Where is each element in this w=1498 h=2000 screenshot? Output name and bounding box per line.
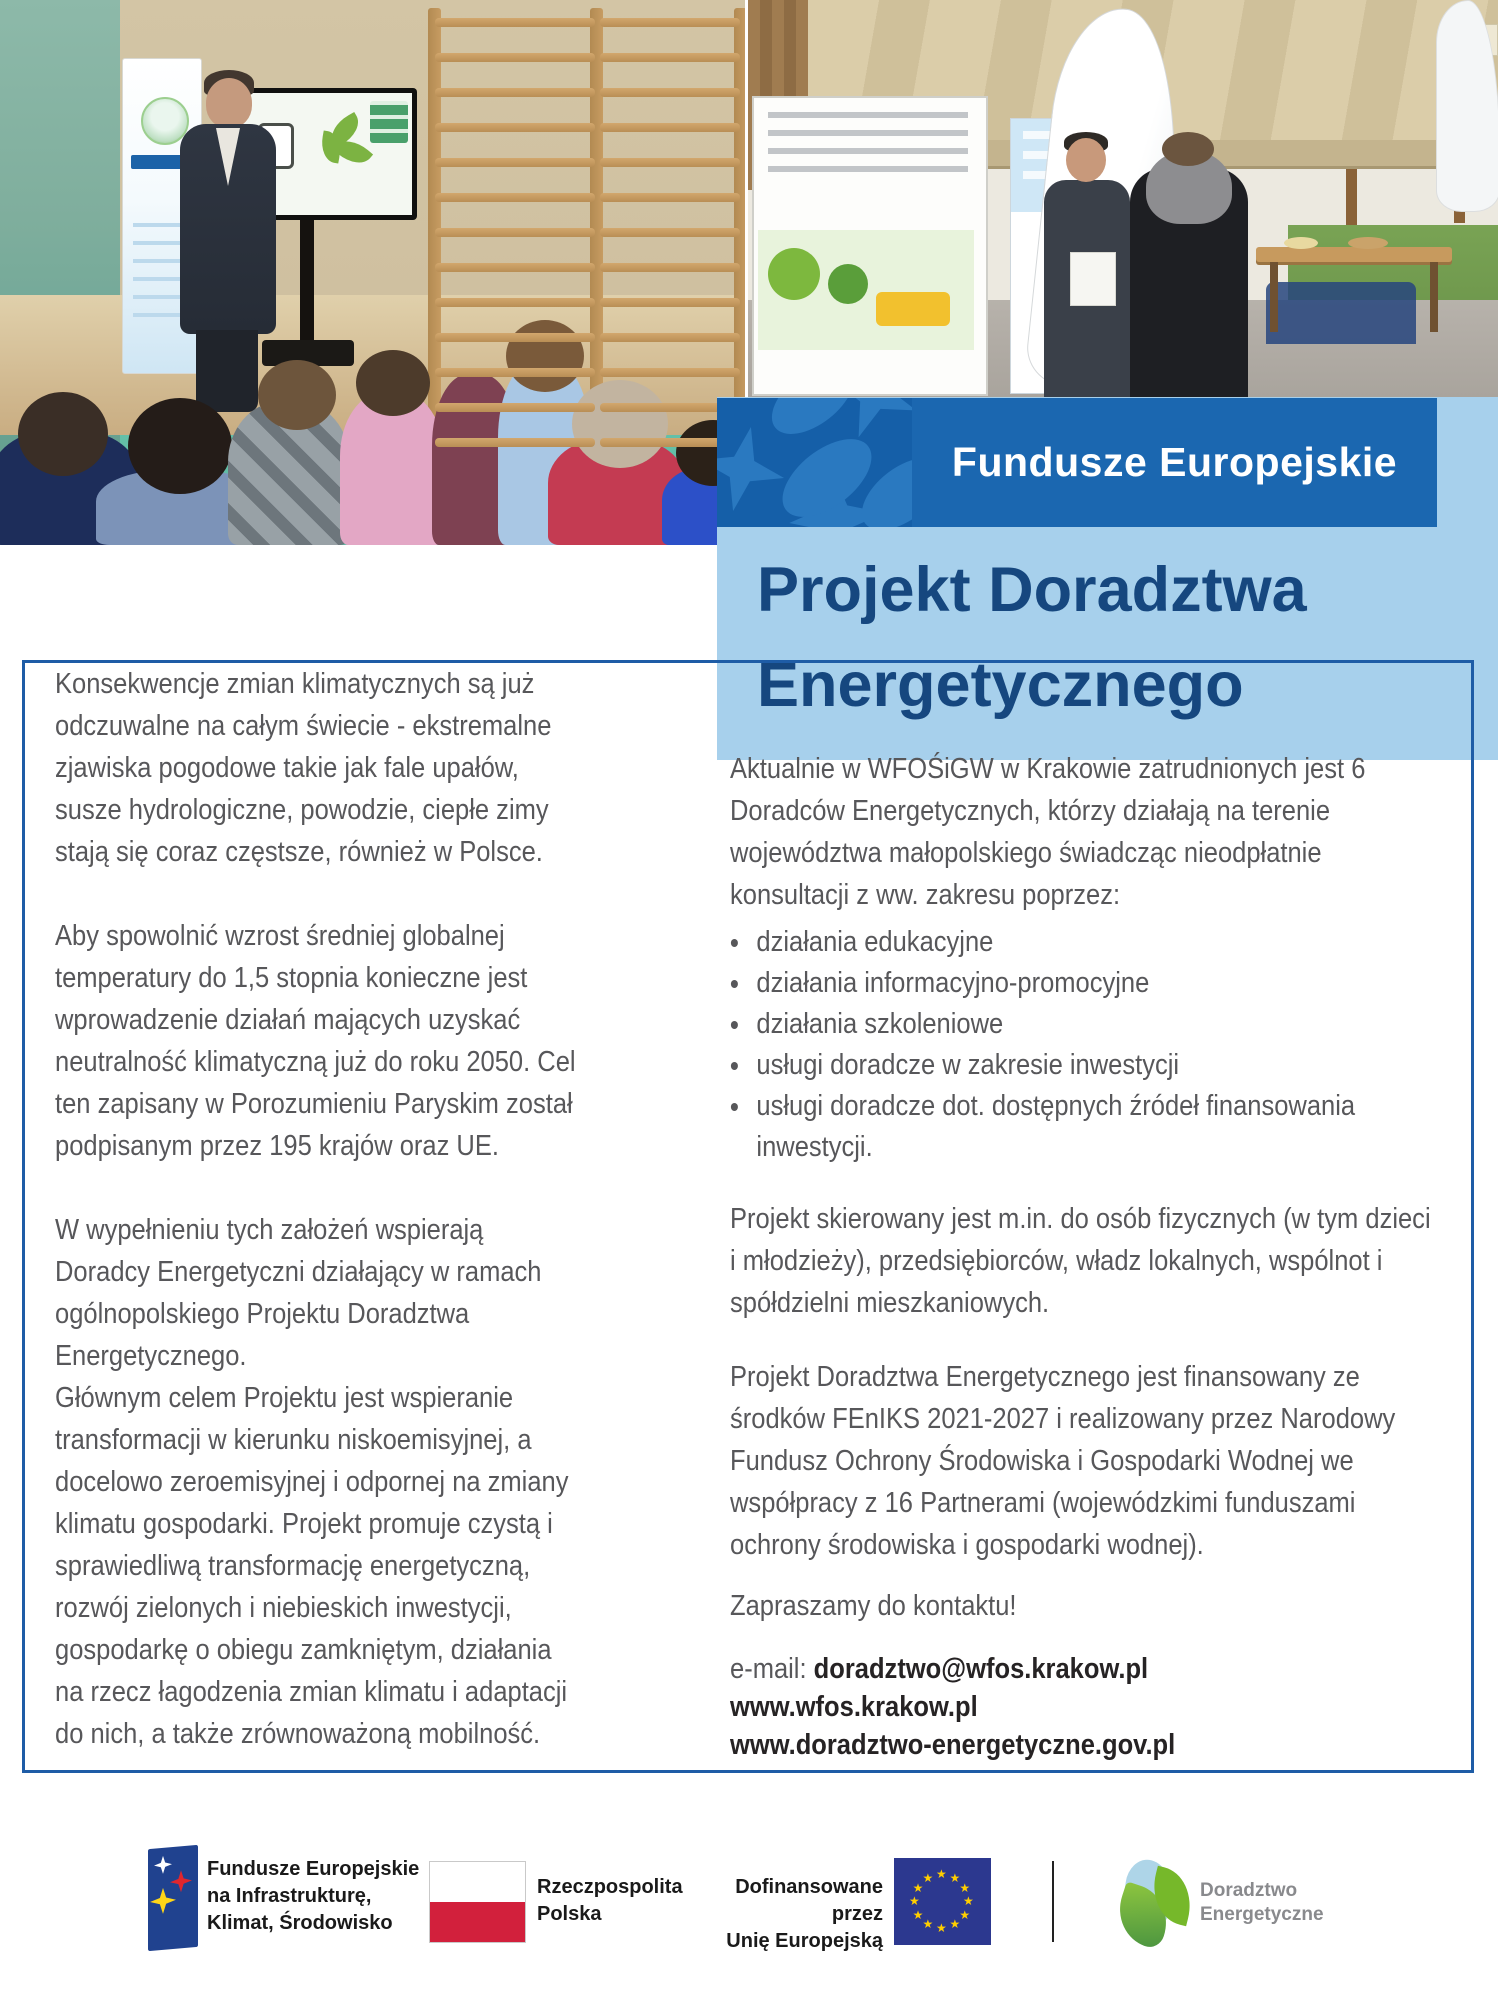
- bullet-item: • działania szkoleniowe: [751, 1004, 1460, 1045]
- child-head: [572, 380, 668, 468]
- eu-star-icon: ★: [949, 1917, 961, 1932]
- wall-bar-rung: [600, 333, 740, 342]
- left-paragraph-advisors: W wypełnieniu tych założeń wspierają Doradcy Energetyczni działający w ramach ogólnopolskiego Projektu Doradztwa Energetycznego.: [55, 1214, 542, 1372]
- presenter-legs: [196, 330, 258, 412]
- eu-line: Dofinansowane przez: [735, 1876, 883, 1925]
- website-doradztwo: www.doradztwo-energetyczne.gov.pl: [730, 1729, 1176, 1761]
- left-paragraph-climate: Konsekwencje zmian klimatycznych są już odczuwalne na całym świecie - ekstremalne zjawiska pogodowe takie jak fale upałów, susze hydrologiczne, powodzie, ciepłe zimy stają się coraz częstsze, również w Polsce.: [55, 668, 552, 868]
- blue-chairs: [1266, 282, 1416, 344]
- banner-illustration: [758, 230, 974, 350]
- fundusze-europejskie-banner: [717, 398, 1437, 527]
- malopolska-banner: [752, 96, 988, 396]
- child-head: [506, 320, 584, 392]
- wall-bar-rung: [600, 368, 740, 377]
- wall-bar-rung: [435, 158, 595, 167]
- wall-bar-rung: [600, 88, 740, 97]
- website-wfos: www.wfos.krakow.pl: [730, 1691, 978, 1723]
- wall-bar-rung: [435, 88, 595, 97]
- wall-bar-rung: [435, 298, 595, 307]
- table-item: [1348, 237, 1388, 249]
- tv-stand-pole: [300, 220, 314, 345]
- contact-email-line: [730, 1650, 1175, 1688]
- table-leg: [1430, 262, 1438, 332]
- eu-funding-text: [690, 1874, 883, 1955]
- wall-bar-rung: [435, 53, 595, 62]
- tree-blob: [768, 248, 820, 300]
- eu-star-icon: ★: [912, 1880, 924, 1895]
- contact-block: [730, 1650, 1175, 1764]
- page-title-line1: Projekt Doradztwa: [757, 555, 1307, 625]
- rp-line: Polska: [537, 1903, 602, 1925]
- de-logo-text: [1200, 1879, 1324, 1927]
- wall-bar-rung: [435, 193, 595, 202]
- right-paragraph-audience: Projekt skierowany jest m.in. do osób fizycznych (w tym dzieci i młodzieży), przedsiębiorców, władz lokalnych, wspólnot i spółdzielni mieszkaniowych.: [730, 1203, 1431, 1319]
- wall-bar-rung: [435, 123, 595, 132]
- rzeczpospolita-text: [537, 1874, 683, 1928]
- bullet-item: • działania informacyjno-promocyjne: [751, 963, 1460, 1004]
- speaker-head: [1066, 138, 1106, 182]
- de-line: Energetyczne: [1200, 1904, 1324, 1925]
- fe-logo-text: [207, 1856, 419, 1937]
- rp-line: Rzeczpospolita: [537, 1876, 683, 1898]
- eu-line: Unię Europejską: [726, 1930, 883, 1952]
- bus-illustration: [876, 292, 950, 326]
- banner-star-decoration: [717, 398, 912, 527]
- wall-bar-rung: [600, 193, 740, 202]
- event-table: [1256, 247, 1452, 262]
- de-line: Doradztwo: [1200, 1880, 1298, 1901]
- wall-bar-rung: [600, 18, 740, 27]
- red-star: [170, 1869, 192, 1893]
- eu-flag: [894, 1858, 991, 1945]
- child-head: [258, 360, 336, 430]
- left-paragraph-project-goal: Głównym celem Projektu jest wspieranie transformacji w kierunku niskoemisyjnej, a docelowo zeroemisyjnej i odpornej na zmiany klimatu gospodarki. Projekt promuje czystą i sprawiedliwą transformację energetyczną, rozwój zielonych i niebieskich inwestycji, gospodarkę o obiegu zamkniętym, działania na rzecz łagodzenia zmian klimatu i adaptacji do nich, a także zrównoważoną mobilność.: [55, 1382, 569, 1750]
- wall-bar-rung: [435, 438, 595, 447]
- attendee-hair: [1162, 132, 1214, 166]
- table-item: [1284, 237, 1318, 249]
- spark-shape: [717, 418, 793, 520]
- child-head: [18, 392, 108, 476]
- wall-bar-rung: [435, 18, 595, 27]
- wall-bar-rung: [600, 53, 740, 62]
- left-paragraph-temperature: Aby spowolnić wzrost średniej globalnej temperatury do 1,5 stopnia konieczne jest wprowadzenie działań mających uzyskać neutralność klimatyczną już do roku 2050. Cel ten zapisany w Porozumieniu Paryskim został podpisanym przez 195 krajów oraz UE.: [55, 920, 576, 1162]
- eu-star-icon: ★: [922, 1870, 934, 1885]
- white-star: [154, 1855, 172, 1875]
- fundusze-europejskie-logo: [148, 1845, 198, 1951]
- speaker-papers: [1070, 252, 1116, 306]
- eu-star-icon: ★: [922, 1917, 934, 1932]
- photo-classroom-presentation: [0, 0, 745, 545]
- wall-bar-rung: [600, 228, 740, 237]
- right-paragraph-financing: Projekt Doradztwa Energetycznego jest finansowany ze środków FEnIKS 2021-2027 i realizowany przez Narodowy Fundusz Ochrony Środowiska i Gospodarki Wodnej we współpracy z 16 Partnerami (wojewódzkimi funduszami ochrony środowiska i gospodarki wodnej).: [730, 1361, 1396, 1561]
- banner-text-lines: [768, 112, 968, 182]
- banner-title: Fundusze Europejskie: [951, 439, 1398, 485]
- child-head: [128, 398, 232, 494]
- child-head: [356, 350, 430, 416]
- fe-line: Fundusze Europejskie: [207, 1858, 420, 1880]
- eu-star-icon: ★: [936, 1867, 947, 1881]
- eu-star-icon: ★: [936, 1921, 947, 1935]
- services-bullet-list: [730, 922, 1460, 1168]
- eu-star-icon: ★: [963, 1894, 974, 1908]
- eu-star-icon: ★: [912, 1907, 924, 1922]
- email-address: doradztwo@wfos.krakow.pl: [813, 1653, 1149, 1685]
- eu-star-icon: ★: [959, 1880, 971, 1895]
- wall-bar-rung: [600, 158, 740, 167]
- fe-line: Klimat, Środowisko: [207, 1912, 393, 1934]
- eu-star-icon: ★: [909, 1894, 920, 1908]
- wall-bar-rung: [435, 403, 595, 412]
- wall-bar-rung: [600, 123, 740, 132]
- screen-icon-grid: [370, 101, 408, 143]
- table-leg: [1270, 262, 1278, 332]
- page-title-line2: Energetycznego: [757, 650, 1244, 720]
- tree-blob: [828, 264, 868, 304]
- contact-invitation: Zapraszamy do kontaktu!: [730, 1590, 1017, 1622]
- presenter-head: [206, 78, 252, 128]
- bullet-item: • działania edukacyjne: [751, 922, 1460, 963]
- bullet-item: • usługi doradcze w zakresie inwestycji: [751, 1045, 1460, 1086]
- photo-outdoor-event: [748, 0, 1498, 397]
- eu-star-icon: ★: [959, 1907, 971, 1922]
- doradztwo-energetyczne-logo: [1117, 1860, 1195, 1946]
- wall-bar-rung: [435, 228, 595, 237]
- wall-bar-rung: [600, 298, 740, 307]
- email-label: e-mail:: [730, 1653, 807, 1685]
- eu-star-icon: ★: [949, 1870, 961, 1885]
- right-paragraph-intro: Aktualnie w WFOŚiGW w Krakowie zatrudnionych jest 6 Doradców Energetycznych, którzy działają na terenie województwa małopolskiego świadcząc nieodpłatnie konsultacji z ww. zakresu poprzez:: [730, 753, 1366, 911]
- wall-bar-rung: [435, 333, 595, 342]
- footer-divider: [1052, 1861, 1054, 1942]
- wall-bar-rung: [435, 263, 595, 272]
- wall-bar-rung: [435, 368, 595, 377]
- bullet-item: • usługi doradcze dot. dostępnych źródeł finansowania inwestycji.: [751, 1086, 1460, 1168]
- poland-flag: [429, 1861, 526, 1943]
- wall-bar-rung: [600, 263, 740, 272]
- fe-line: na Infrastrukturę,: [207, 1885, 372, 1907]
- yellow-star: [150, 1887, 176, 1915]
